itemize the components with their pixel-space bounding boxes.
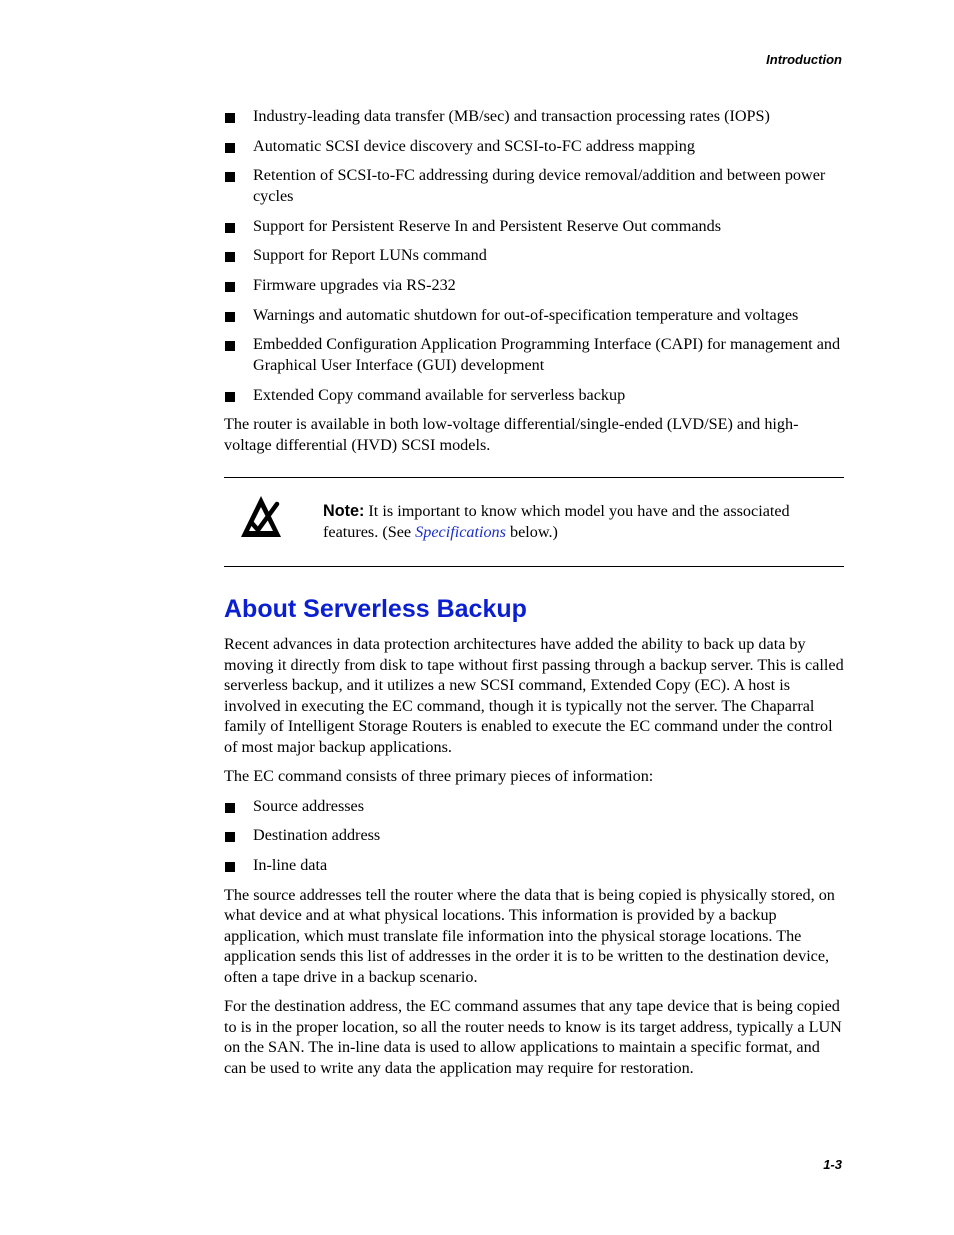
- note-checkmark-icon: [240, 495, 282, 539]
- availability-paragraph: The router is available in both low-voltage differential/single-ended (LVD/SE) and high-voltage differential (HVD) SCSI models.: [224, 415, 799, 454]
- list-item: Industry-leading data transfer (MB/sec) and transaction processing rates (IOPS): [224, 106, 844, 127]
- specifications-link[interactable]: Specifications: [415, 522, 506, 541]
- note-text-before: It is important to know which model you have and the associated features. (See: [323, 502, 790, 541]
- source-addresses-paragraph: The source addresses tell the router where the data that is being copied is physically stored, on what device and at what physical locations. This information is provided by a backup application, which must translate file information into the physical storage locations. The application sends this list of addresses in the order it is to be written to the destination device, often a tape drive in a backup scenario.: [224, 885, 835, 986]
- list-item: Retention of SCSI-to-FC addressing during device removal/addition and between power cycles: [224, 165, 844, 206]
- list-item: Support for Persistent Reserve In and Persistent Reserve Out commands: [224, 216, 844, 237]
- page-number: 1-3: [823, 1157, 842, 1172]
- destination-address-paragraph: For the destination address, the EC command assumes that any tape device that is being copied to is in the proper location, so all the router needs to know is its target address, typically a LUN on the SAN. The in-line data is used to allow applications to maintain a specific format, and can be used to write any data the application may require for restoration.: [224, 997, 842, 1077]
- list-item: Warnings and automatic shutdown for out-of-specification temperature and voltages: [224, 305, 844, 326]
- list-item: Destination address: [224, 825, 844, 846]
- running-header: Introduction: [766, 52, 842, 67]
- serverless-intro-paragraph: Recent advances in data protection architectures have added the ability to back up data by moving it directly from disk to tape without first passing through a backup server. This is called serverless backup, and it utilizes a new SCSI command, Extended Copy (EC). A host is involved in executing the EC command, though it is typically not the server. The Chaparral family of Intelligent Storage Routers is enabled to execute the EC command under the control of most major backup applications.: [224, 635, 844, 756]
- section-heading: About Serverless Backup: [224, 595, 527, 624]
- ec-info-list: [224, 796, 844, 876]
- list-item: Extended Copy command available for serverless backup: [224, 385, 844, 406]
- feature-list: [224, 106, 844, 405]
- note-text: [323, 501, 833, 542]
- list-item: Firmware upgrades via RS-232: [224, 275, 844, 296]
- page-content: [224, 106, 844, 1087]
- list-item: Support for Report LUNs command: [224, 245, 844, 266]
- ec-lead-paragraph: The EC command consists of three primary pieces of information:: [224, 767, 654, 786]
- list-item: Embedded Configuration Application Programming Interface (CAPI) for management and Graphical User Interface (GUI) development: [224, 334, 844, 375]
- note-label: Note:: [323, 502, 365, 521]
- note-box: [224, 477, 844, 567]
- list-item: Source addresses: [224, 796, 844, 817]
- list-item: Automatic SCSI device discovery and SCSI-to-FC address mapping: [224, 136, 844, 157]
- note-text-after: below.): [505, 522, 558, 541]
- list-item: In-line data: [224, 855, 844, 876]
